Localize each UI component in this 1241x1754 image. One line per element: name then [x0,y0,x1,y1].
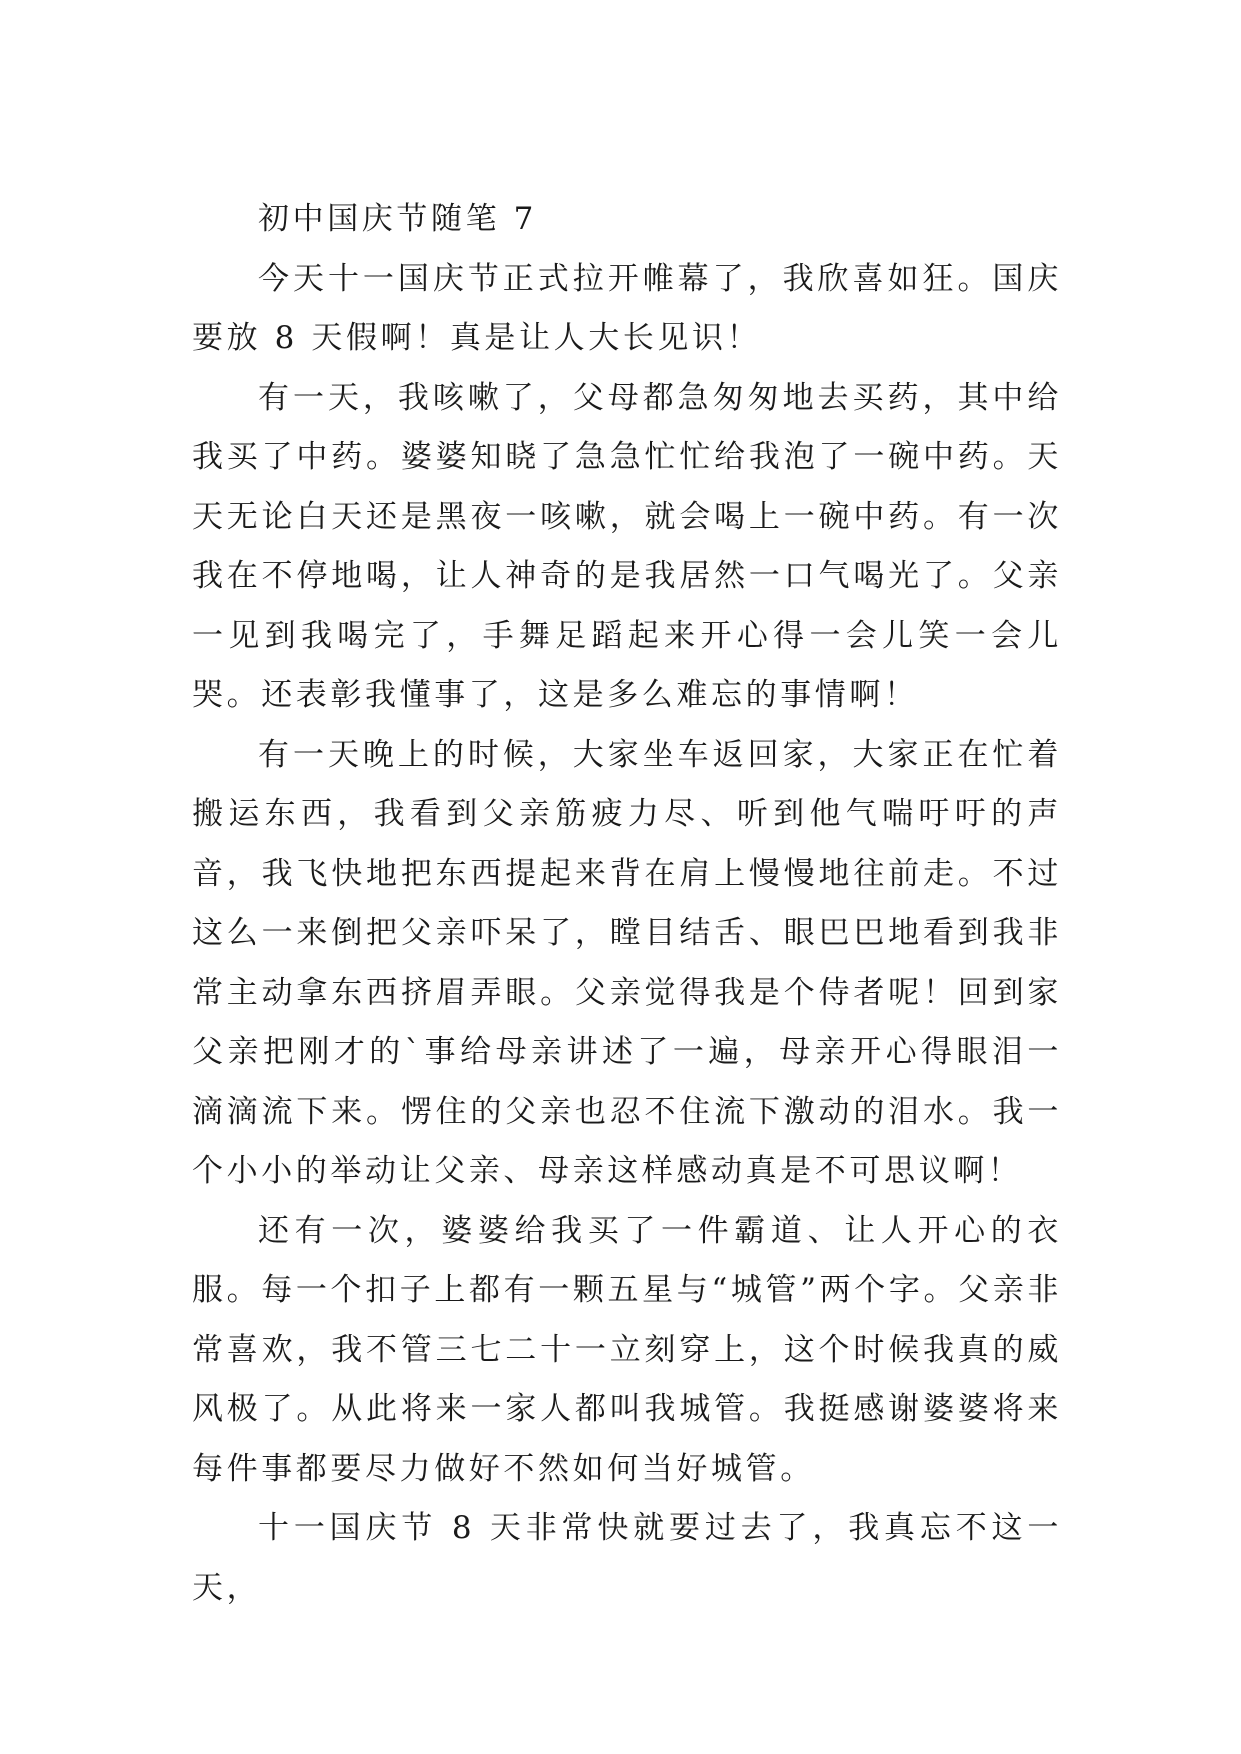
paragraph-4: 还有一次，婆婆给我买了一件霸道、让人开心的衣服。每一个扣子上都有一颗五星与“城管”两个字。父亲非常喜欢，我不管三七二十一立刻穿上，这个时候我真的威风极了。从此将来一家人都叫我城管。我挺感谢婆婆将来每件事都要尽力做好不然如何当好城管。 [192,1212,1062,1487]
document-title: 初中国庆节随笔 7 [258,201,537,237]
paragraph-5: 十一国庆节 8 天非常快就要过去了，我真忘不这一天， [192,1510,1062,1606]
paragraph-2: 有一天，我咳嗽了，父母都急匆匆地去买药，其中给我买了中药。婆婆知晓了急急忙忙给我泡了一碗中药。天天无论白天还是黑夜一咳嗽，就会喝上一碗中药。有一次我在不停地喝，让人神奇的是我居然一口气喝光了。父亲一见到我喝完了，手舞足蹈起来开心得一会儿笑一会儿哭。还表彰我懂事了，这是多么难忘的事情啊！ [192,379,1062,713]
paragraph-1: 今天十一国庆节正式拉开帷幕了，我欣喜如狂。国庆要放 8 天假啊！真是让人大长见识！ [192,260,1062,356]
document-body [192,190,1062,1618]
paragraph-3: 有一天晚上的时候，大家坐车返回家，大家正在忙着搬运东西，我看到父亲筋疲力尽、听到他气喘吁吁的声音，我飞快地把东西提起来背在肩上慢慢地往前走。不过这么一来倒把父亲吓呆了，瞠目结舌、眼巴巴地看到我非常主动拿东西挤眉弄眼。父亲觉得我是个侍者呢！回到家父亲把刚才的`事给母亲讲述了一遍，母亲开心得眼泪一滴滴流下来。愣住的父亲也忍不住流下激动的泪水。我一个小小的举动让父亲、母亲这样感动真是不可思议啊！ [192,736,1062,1189]
